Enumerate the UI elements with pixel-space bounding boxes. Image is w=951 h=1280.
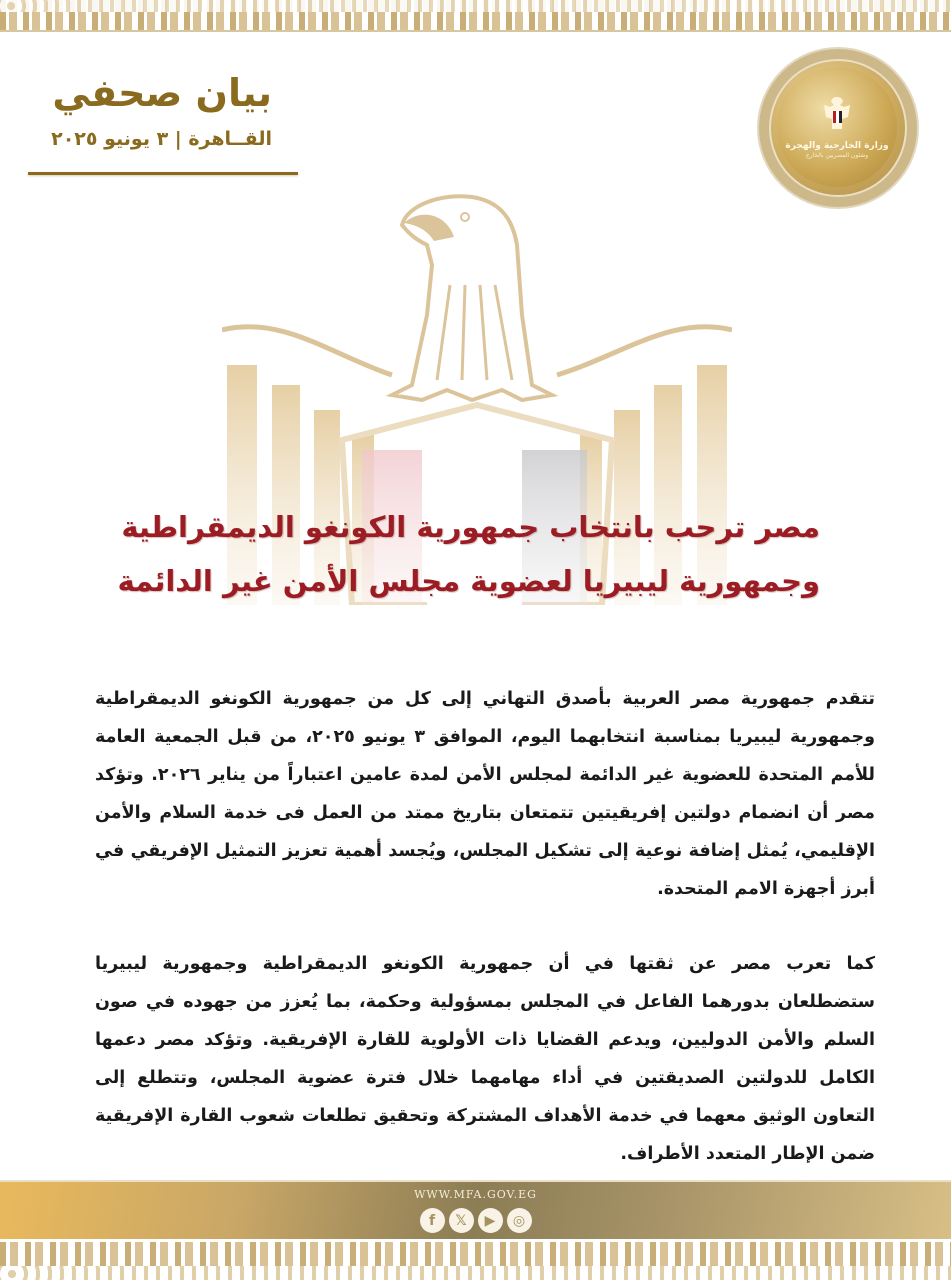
decorative-top-border — [0, 0, 951, 32]
body-paragraph-1: تتقدم جمهورية مصر العربية بأصدق التهاني إلى كل من جمهورية الكونغو الديمقراطية وجمهورية ليبيريا بمناسبة انتخابهما اليوم، الموافق ٣ يونيو ٢٠٢٥، من قبل الجمعية العامة للأمم المتحدة للعضوية غير الدائمة لمجلس الأمن لمدة عامين اعتباراً من يناير ٢٠٢٦. وتؤكد مصر أن انضمام دولتين إفريقيتين تتمتعان بتاريخ ممتد من العمل فى خدمة السلام والأمن الإقليمي، يُمثل إضافة نوعية إلى تشكيل المجلس، ويُجسد أهمية تعزيز التمثيل الإفريقي في أبرز أجهزة الامم المتحدة. — [95, 688, 875, 899]
headline-line-2: وجمهورية ليبيريا لعضوية مجلس الأمن غير الدائمة — [117, 564, 820, 598]
seal-org-name: وزارة الخارجية والهجرة — [785, 141, 889, 151]
ministry-seal-logo — [757, 47, 919, 209]
header-divider — [28, 172, 298, 175]
decorative-bottom-border — [0, 1239, 951, 1280]
headline-line-1: مصر ترحب بانتخاب جمهورية الكونغو الديمقراطية — [121, 510, 820, 544]
youtube-icon[interactable]: ▶ — [478, 1208, 503, 1233]
press-release-dateline: القــاهرة | ٣ يونيو ٢٠٢٥ — [51, 128, 272, 150]
facebook-icon[interactable]: f — [420, 1208, 445, 1233]
headline — [100, 500, 820, 608]
x-icon[interactable]: 𝕏 — [449, 1208, 474, 1233]
footer-band — [0, 1180, 951, 1246]
press-release-header — [28, 70, 298, 175]
press-release-title: بيان صحفي — [52, 71, 272, 115]
instagram-icon[interactable]: ◎ — [507, 1208, 532, 1233]
social-links — [0, 1208, 951, 1233]
seal-org-subtitle: وشئون المصريين بالخارج — [805, 152, 869, 159]
website-link[interactable]: WWW.MFA.GOV.EG — [414, 1188, 537, 1201]
body-paragraph-2: كما تعرب مصر عن ثقتها في أن جمهورية الكونغو الديمقراطية وجمهورية ليبيريا ستضطلعان بدورهما الفاعل في المجلس بمسؤولية وحكمة، بما يُعزز من جهوده في صون السلم والأمن الدوليين، ويدعم القضايا ذات الأولوية للقارة الإفريقية. وتؤكد مصر دعمها الكامل للدولتين الصديقتين في أداء مهامهما خلال فترة عضوية المجلس، وتتطلع إلى التعاون الوثيق معهما في خدمة الأهداف المشتركة وتحقيق تطلعات شعوب القارة الإفريقية ضمن الإطار المتعدد الأطراف. — [95, 953, 875, 1164]
eagle-emblem-icon — [822, 95, 852, 135]
